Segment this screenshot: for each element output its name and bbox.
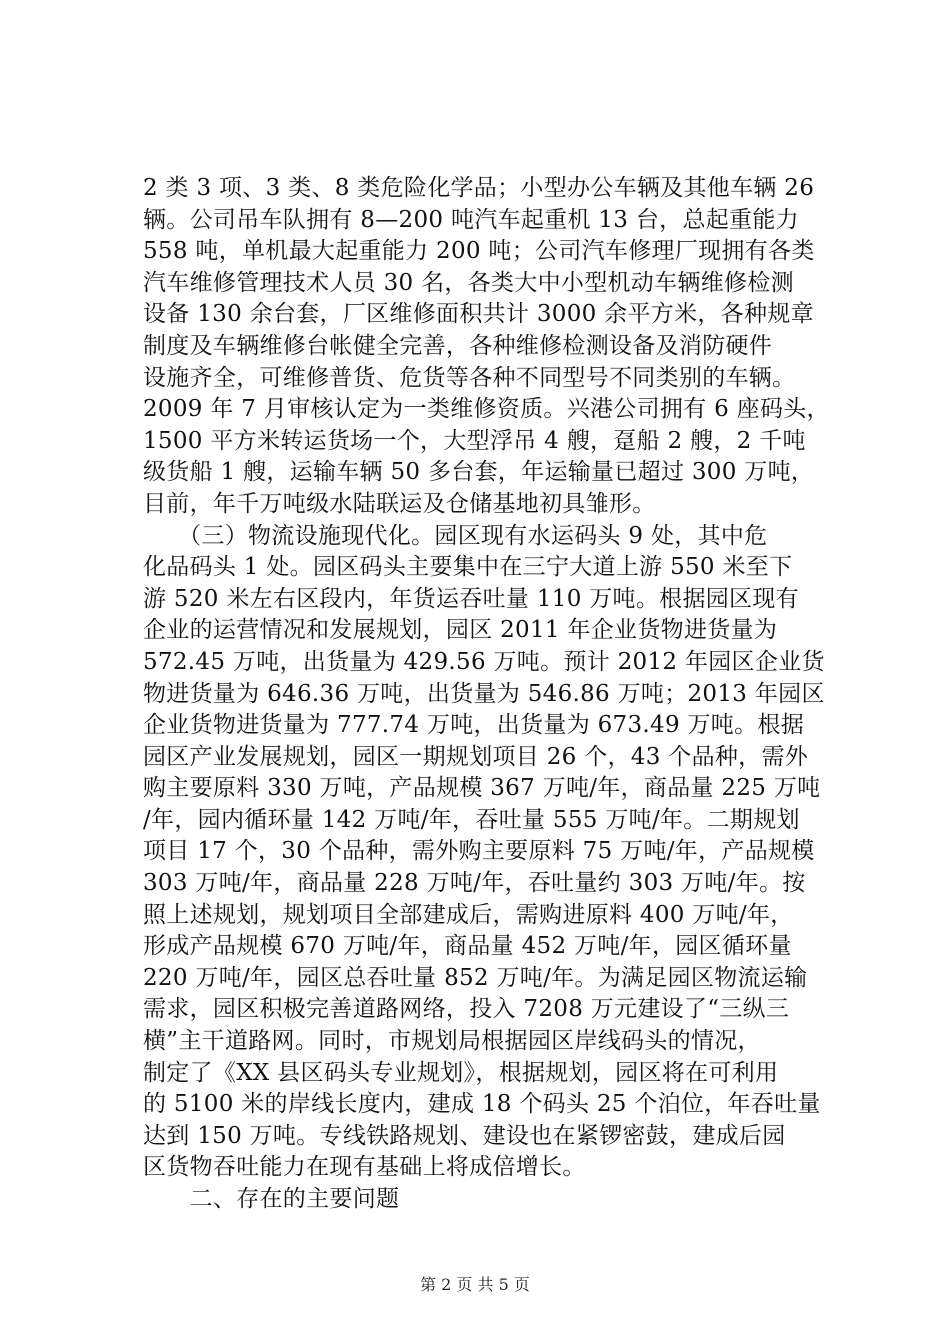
text-line: 设施齐全，可维修普货、危货等各种不同型号不同类别的车辆。 — [143, 364, 796, 391]
text-line: （三）物流设施现代化。园区现有水运码头 9 处，其中危 — [143, 522, 768, 549]
text-line: 制定了《XX 县区码头专业规划》，根据规划，园区将在可利用 — [143, 1059, 779, 1086]
text-line: 制度及车辆维修台帐健全完善，各种维修检测设备及消防硬件 — [143, 332, 773, 359]
text-line: 化品码头 1 处。园区码头主要集中在三宁大道上游 550 米至下 — [143, 554, 793, 581]
text-line: 游 520 米左右区段内，年货运吞吐量 110 万吨。根据园区现有 — [143, 585, 799, 612]
text-line: 220 万吨/年，园区总吞吐量 852 万吨/年。为满足园区物流运输 — [143, 964, 808, 991]
page-footer: 第 2 页 共 5 页 — [420, 1275, 530, 1294]
text-line: 照上述规划，规划项目全部建成后，需购进原料 400 万吨/年， — [143, 901, 794, 928]
text-line: 园区产业发展规划，园区一期规划项目 26 个，43 个品种，需外 — [143, 743, 809, 770]
text-line: 1500 平方米转运货场一个，大型浮吊 4 艘，趸船 2 艘，2 千吨 — [143, 427, 806, 454]
text-line: 形成产品规模 670 万吨/年，商品量 452 万吨/年，园区循环量 — [143, 933, 792, 960]
text-line: 购主要原料 330 万吨，产品规模 367 万吨/年，商品量 225 万吨 — [143, 775, 821, 802]
text-line: 级货船 1 艘，运输车辆 50 多台套，年运输量已超过 300 万吨， — [143, 459, 815, 486]
text-line: 目前，年千万吨级水陆联运及仓储基地初具雏形。 — [143, 490, 656, 517]
text-line: /年，园内循环量 142 万吨/年，吞吐量 555 万吨/年。二期规划 — [143, 806, 800, 833]
text-line: 辆。公司吊车队拥有 8—200 吨汽车起重机 13 台，总起重能力 — [143, 206, 799, 233]
text-line: 558 吨，单机最大起重能力 200 吨；公司汽车修理厂现拥有各类 — [143, 238, 815, 265]
text-line: 横”主干道路网。同时，市规划局根据园区岸线码头的情况， — [143, 1028, 761, 1055]
text-line: 2 类 3 项、3 类、8 类危险化学品；小型办公车辆及其他车辆 26 — [143, 175, 815, 201]
text-line: 需求，园区积极完善道路网络，投入 7208 万元建设了“三纵三 — [143, 996, 790, 1023]
text-line: 的 5100 米的岸线长度内，建成 18 个码头 25 个泊位，年吞吐量 — [143, 1091, 821, 1118]
text-line: 企业货物进货量为 777.74 万吨，出货量为 673.49 万吨。根据 — [143, 712, 804, 739]
text-line: 企业的运营情况和发展规划，园区 2011 年企业货物进货量为 — [143, 617, 778, 644]
text-line: 2009 年 7 月审核认定为一类维修资质。兴港公司拥有 6 座码头， — [143, 396, 830, 423]
text-line: 二、存在的主要问题 — [143, 1186, 400, 1212]
text-line: 区货物吞吐能力在现有基础上将成倍增长。 — [143, 1154, 586, 1181]
text-line: 达到 150 万吨。专线铁路规划、建设也在紧锣密鼓，建成后园 — [143, 1122, 786, 1149]
body-text — [143, 173, 843, 1216]
text-line: 物进货量为 646.36 万吨，出货量为 546.86 万吨；2013 年园区 — [143, 680, 825, 707]
text-line: 572.45 万吨，出货量为 429.56 万吨。预计 2012 年园区企业货 — [143, 648, 825, 675]
text-line: 303 万吨/年，商品量 228 万吨/年，吞吐量约 303 万吨/年。按 — [143, 870, 806, 897]
text-line: 设备 130 余台套，厂区维修面积共计 3000 余平方米，各种规章 — [143, 301, 814, 328]
text-line: 汽车维修管理技术人员 30 名，各类大中小型机动车辆维修检测 — [143, 269, 794, 296]
text-line: 项目 17 个，30 个品种，需外购主要原料 75 万吨/年，产品规模 — [143, 838, 815, 865]
